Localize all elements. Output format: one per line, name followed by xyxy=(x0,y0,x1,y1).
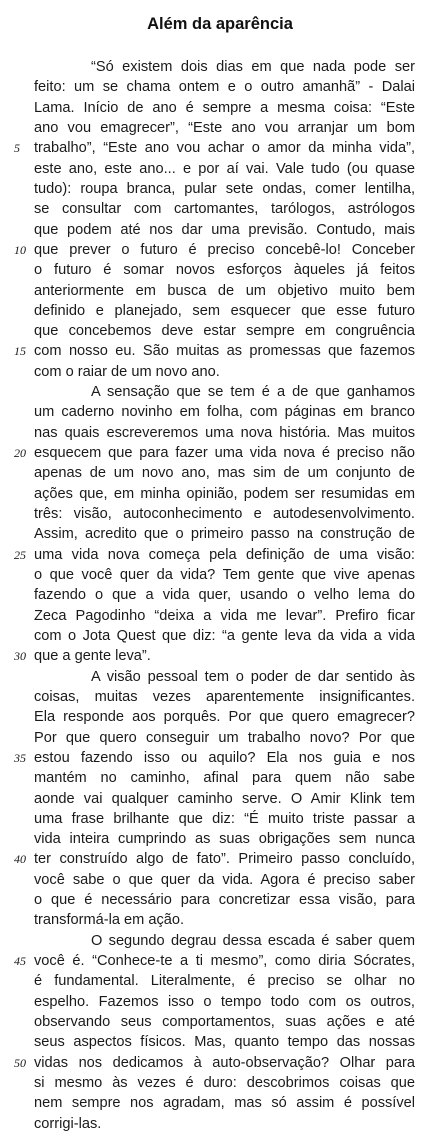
text-line: aonde vai qualquer caminho serve. O Amir Klink tem xyxy=(34,791,415,807)
text-line: Lama. Início de ano é sempre a mesma coisa: “Este xyxy=(34,100,415,116)
line-number: 40 xyxy=(14,852,26,866)
line-number: 10 xyxy=(14,243,26,257)
document-title: Além da aparência xyxy=(147,15,293,33)
line-number: 15 xyxy=(14,344,26,358)
text-line: esquecem que para fazer uma vida nova é preciso não xyxy=(34,445,415,461)
text-line: ano vou emagrecer”, “Este ano vou arranjar um bom xyxy=(34,120,415,136)
text-line: com o raiar de um novo ano. xyxy=(34,364,220,380)
text-line: que podem até nos dar uma previsão. Contudo, mais xyxy=(34,222,415,238)
text-line: corrigi-las. xyxy=(34,1116,102,1132)
text-line: uma frase brilhante que diz: “É muito triste passar a xyxy=(34,811,415,827)
line-number: 45 xyxy=(14,954,26,968)
text-line: nem sempre nos agradam, mas só assim é possível xyxy=(34,1095,415,1111)
text-line: que concebemos deve estar sempre em congruência xyxy=(34,323,415,339)
text-line: Por que quero conseguir um trabalho novo? Por que xyxy=(34,730,415,746)
text-line: feito: um se chama ontem e o outro amanhã” - Dalai xyxy=(34,79,415,95)
text-line: é fundamental. Literalmente, é preciso se olhar no xyxy=(34,973,415,989)
text-line: definido e planejado, sem esquecer que esse futuro xyxy=(34,303,415,319)
line-number: 50 xyxy=(14,1056,26,1070)
text-line: que prever o futuro é preciso concebê-lo! Conceber xyxy=(34,242,415,258)
text-line: este ano, este ano... e por aí vai. Vale tudo (ou quase xyxy=(34,161,415,177)
text-line: um caderno novinho em folha, com páginas em branco xyxy=(34,404,415,420)
text-line: ter construído algo de fato”. Primeiro passo concluído, xyxy=(34,851,415,867)
text-line: espelho. Fazemos isso o tempo todo com os outros, xyxy=(34,994,415,1010)
text-line: si mesmo às vezes é duro: descobrimos coisas que xyxy=(34,1075,415,1091)
text-line: O segundo degrau dessa escada é saber quem xyxy=(91,933,415,949)
text-line: Assim, acredito que o primeiro passo na construção de xyxy=(34,526,415,542)
text-line: transformá-la em ação. xyxy=(34,912,185,928)
line-number: 20 xyxy=(14,446,26,460)
text-line: coisas, muitas vezes aparentemente insignificantes. xyxy=(34,689,415,705)
text-line: com o Jota Quest que diz: “a gente leva da vida a vida xyxy=(34,628,415,644)
text-line: Zeca Pagodinho “deixa a vida me levar”. Prefiro ficar xyxy=(34,608,415,624)
line-number: 35 xyxy=(14,751,26,765)
text-line: A sensação que se tem é a de que ganhamos xyxy=(91,384,415,400)
text-line: anteriormente em busca de um objetivo muito bem xyxy=(34,283,415,299)
text-line: A visão pessoal tem o poder de dar sentido às xyxy=(91,669,415,685)
text-line: com nosso eu. São muitas as promessas que fazemos xyxy=(34,343,415,359)
text-line: nas quais escreveremos uma nova história. Mas muitos xyxy=(34,425,415,441)
text-line: o futuro é somar novos esforços àqueles já feitos xyxy=(34,262,415,278)
line-number: 25 xyxy=(14,548,26,562)
text-line: vida inteira cumprindo as suas obrigações sem nunca xyxy=(34,831,415,847)
text-line: você é. “Conhece-te a ti mesmo”, como diria Sócrates, xyxy=(34,953,415,969)
text-line: observando seus comportamentos, suas ações e até xyxy=(34,1014,415,1030)
text-line: que a gente leva”. xyxy=(34,648,151,664)
text-line: uma vida nova começa pela definição de uma visão: xyxy=(34,547,415,563)
text-line: tudo): roupa branca, pular sete ondas, comer lentilha, xyxy=(34,181,415,197)
text-line: o que você quer da vida? Tem gente que vive apenas xyxy=(34,567,415,583)
text-line: se consultar com cartomantes, tarólogos, astrólogos xyxy=(34,201,415,217)
text-line: ações que, em minha opinião, podem ser resumidas em xyxy=(34,486,415,502)
text-line: três: visão, autoconhecimento e autodesenvolvimento. xyxy=(34,506,415,522)
text-line: apenas de um novo ano, mas sim de um conjunto de xyxy=(34,465,415,481)
text-line: vidas nos dedicamos à auto-observação? Olhar para xyxy=(34,1055,415,1071)
text-line: você sabe o que quer da vida. Agora é preciso saber xyxy=(34,872,415,888)
text-line: estou fazendo isso ou aquilo? Ela nos guia e nos xyxy=(34,750,415,766)
text-line: seus aspectos físicos. Mas, quanto tempo das nossas xyxy=(34,1034,415,1050)
line-number: 30 xyxy=(14,649,26,663)
text-line: o que é necessário para concretizar essa visão, para xyxy=(34,892,415,908)
line-number: 5 xyxy=(14,141,20,155)
text-line: mantém no caminho, afinal para quem não sabe xyxy=(34,770,415,786)
text-line: trabalho”, “Este ano vou achar o amor da minha vida”, xyxy=(34,140,415,156)
text-line: “Só existem dois dias em que nada pode ser xyxy=(91,59,415,75)
text-line: Ela responde aos porquês. Por que quero emagrecer? xyxy=(34,709,415,725)
text-line: fazendo o que a vida quer, usando o velho lema do xyxy=(34,587,415,603)
